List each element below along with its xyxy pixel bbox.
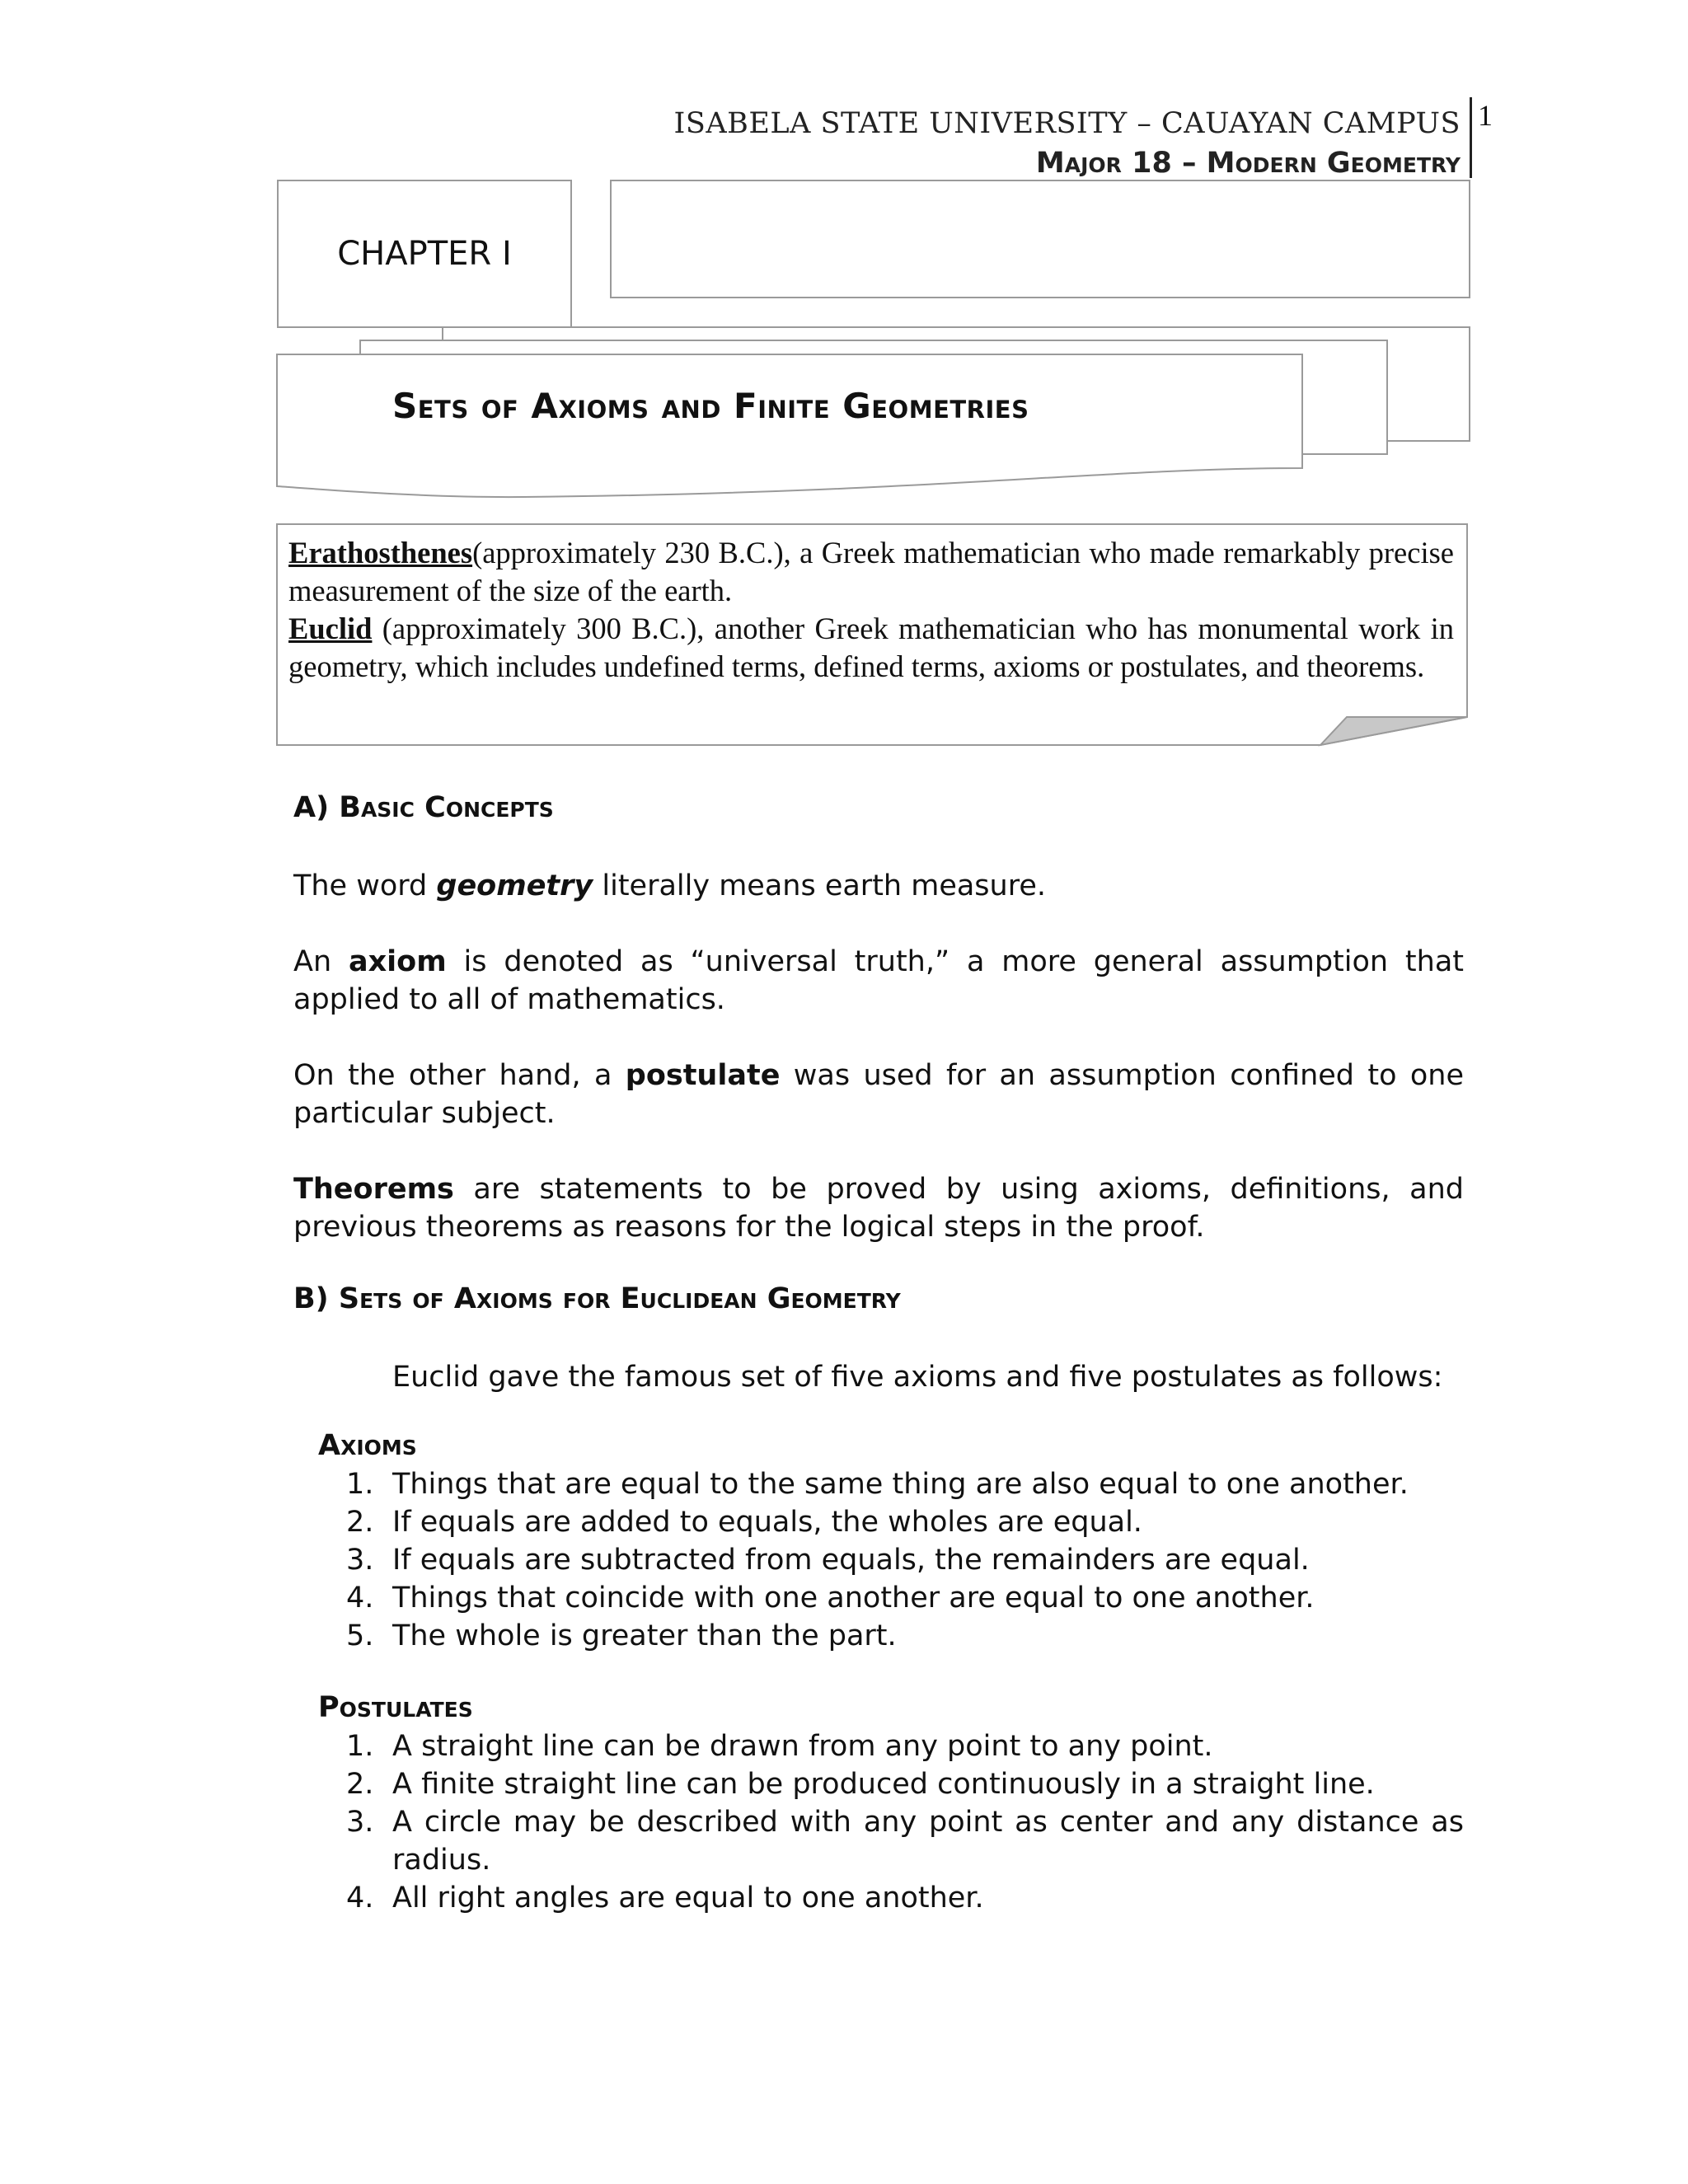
list-text: A straight line can be drawn from any point to any point. [392,1730,1213,1763]
eratosthenes-name: Erathosthenes [288,536,473,569]
header-course: Major 18 – Modern Geometry [1035,147,1461,180]
axiom-text-after: is denoted as “universal truth,” a more general assumption that applied to all of mathematics. [293,945,1464,1016]
list-text: The whole is greater than the part. [392,1619,897,1652]
chapter-banner-box [610,180,1470,298]
postulate-text-after: was used for an assumption confined to one particular subject. [293,1059,1464,1130]
paragraph-theorems [293,1170,1464,1246]
postulates-heading: Postulates [318,1691,473,1724]
theorems-text-after: are statements to be proved by using axioms, definitions, and previous theorems as reasons for the logical steps in the proof. [293,1173,1464,1244]
list-number: 5. [346,1619,374,1652]
chapter-title: Sets of Axioms and Finite Geometries [392,386,1029,426]
list-number: 3. [346,1806,374,1839]
paragraph-axiom [293,943,1464,1019]
list-text: If equals are added to equals, the wholes are equal. [392,1506,1142,1539]
chapter-label-box [277,180,572,328]
paragraph-geometry [293,867,1464,905]
postulates-list [321,1727,1464,1917]
euclid-text: (approximately 300 B.C.), another Greek mathematician who has monumental work in geometry, which includes undefined terms, defined terms, axioms or postulates, and theorems. [288,612,1454,683]
list-item [321,1579,1464,1617]
list-number: 4. [346,1582,374,1615]
intro-paragraph-euclid [288,610,1454,686]
page-curl-icon [1320,717,1467,745]
list-text: If equals are subtracted from equals, the remainders are equal. [392,1544,1310,1577]
geometry-text-after: literally means earth measure. [593,869,1046,902]
list-text: All right angles are equal to one another. [392,1882,984,1915]
chapter-title-banner [275,353,1311,501]
list-item [321,1617,1464,1655]
section-b-intro: Euclid gave the famous set of five axioms and five postulates as follows: [392,1361,1443,1394]
list-number: 1. [346,1730,374,1763]
page-number: 1 [1478,99,1493,132]
list-item [321,1803,1464,1879]
header-divider [1470,97,1472,178]
list-number: 2. [346,1768,374,1801]
eratosthenes-text: (approximately 230 B.C.), a Greek mathematician who made remarkably precise measurement of the size of the earth. [288,536,1454,607]
list-text: Things that coincide with one another are equal to one another. [392,1582,1315,1615]
axiom-text-before: An [293,945,349,978]
list-item [321,1465,1464,1503]
section-a-heading: A) Basic Concepts [293,791,554,824]
list-item [321,1879,1464,1917]
list-number: 1. [346,1468,374,1501]
geometry-text-before: The word [293,869,437,902]
postulate-term: postulate [625,1059,781,1092]
axioms-heading: Axioms [318,1429,417,1462]
axioms-list [321,1465,1464,1655]
list-text: A finite straight line can be produced continuously in a straight line. [392,1768,1375,1801]
list-number: 3. [346,1544,374,1577]
list-item [321,1765,1464,1803]
intro-paragraph-eratosthenes [288,534,1454,610]
axiom-term: axiom [348,945,447,978]
chapter-label: CHAPTER I [337,235,512,273]
list-text: Things that are equal to the same thing are also equal to one another. [392,1468,1409,1501]
list-number: 2. [346,1506,374,1539]
running-header [674,104,1461,183]
list-number: 4. [346,1882,374,1915]
list-item [321,1727,1464,1765]
list-text: A circle may be described with any point as center and any distance as radius. [392,1806,1464,1877]
postulate-text-before: On the other hand, a [293,1059,626,1092]
paragraph-postulate [293,1057,1464,1132]
list-item [321,1503,1464,1541]
theorems-term: Theorems [293,1173,454,1206]
intro-text-clip [288,534,1454,705]
header-university: ISABELA STATE UNIVERSITY – CAUAYAN CAMPUS [673,107,1461,140]
geometry-term: geometry [436,869,593,902]
euclid-name: Euclid [288,612,373,645]
list-item [321,1541,1464,1579]
section-b-heading: B) Sets of Axioms for Euclidean Geometry [293,1282,901,1315]
